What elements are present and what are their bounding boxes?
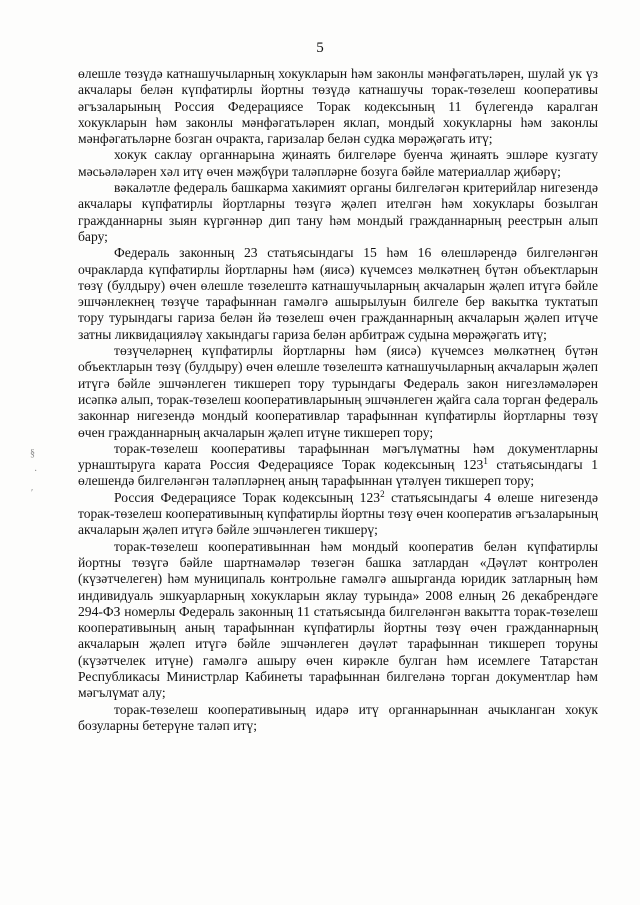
paragraph-law-enforcement: хокук саклау органнарына җинаять билгеләре буенча җинаять эшләре кузгату мәсьәләләрен хәл итү өчен мәҗбүри таләпләрне бозуга бәйле материаллар җибәрү;: [78, 147, 598, 179]
paragraph-victims-registry: вәкаләтле федераль башкарма хакимият органы билгеләгән критерийлар нигезендә акчалары күпфатирлы йортларны төзүгә җәлеп ителгән һәм хокуклары бозылган гражданнарны зыян күргәннәр дип тану һәм мондый гражданнарның реестрын алып бару;: [78, 180, 598, 244]
margin-mark: ·: [34, 466, 38, 477]
paragraph-cooperative-control: төзүчеләрнең күпфатирлы йортларны һәм (яисә) күчемсез мөлкәтнең бүтән объектларын төзү (булдыру) өчен өлешле төзелештә катнашучыларның акчаларын җәлеп итүгә бәйле эшчәнлеген тикшереп тору турындагы Федераль закон нигезләмәләрен исәпкә алып, торак-төзелеш кооперативларының эшчәнлеген җайга сала торган федераль законнар нигезендә мондый кооперативлар тарафыннан күпфатирлы йортларны төзү өчен гражданнарның акчаларын җәлеп итүне тикшереп тору;: [78, 343, 598, 440]
paragraph-text-after: статьясындагы 4 өлеше нигезендә торак-төзелеш кооперативының күпфатирлы йортны төзү өчен кооператив әгъзаларының акчаларын җәлеп итүгә бәйле эшчәнлеген тикшерү;: [78, 489, 598, 538]
paragraph-documents-request: торак-төзелеш кооперативыннан һәм мондый кооператив белән күпфатирлы йортны төзүгә бәйле шартнамәләр төзегән башка затлардан «Дәүләт контролен (күзәтчелеген) һәм муниципаль контрольне гамәлгә ашырганда юридик затларның һәм индивидуаль эшкуарларның хокукларын яклау турында» 2008 елның 26 декабрендәге 294-ФЗ номерлы Федераль законның 11 статьясында билгеләнгән вакытта торак-төзелеш кооперативының аның тарафыннан күпфатирлы йортны төзү өчен гражданнарның акчаларын җәлеп итүгә бәйле эшчәнлеген дәүләт тарафыннан тикшереп торуны (күзәтчелек итүне) гамәлгә ашыру өчен кирәкле булган һәм исемлеге Татарстан Республикасы Министрлар Кабинеты тарафыннан билгеләнә торган документлар һәм мәгълүмат алу;: [78, 538, 598, 701]
paragraph-text-after: статьясындагы 1 өлешендә билгеләнгән таләпләрнең аның тарафыннан үтәлүен тикшереп тору;: [78, 457, 598, 489]
paragraph-activity-check: [78, 490, 598, 539]
paragraph-violations-removal: торак-төзелеш кооперативының идарә итү органнарыннан ачыкланган хокук бозуларны бетерүне таләп итү;: [78, 701, 598, 733]
superscript: 1: [483, 456, 488, 467]
paragraph-info-placement: [78, 441, 598, 490]
document-body: [78, 66, 598, 734]
page-number: 5: [316, 40, 324, 56]
margin-mark: §: [30, 448, 35, 459]
margin-mark: ′: [31, 488, 34, 499]
paragraph-text-before: Россия Федерациясе Торак кодексының 123: [114, 489, 381, 505]
paragraph-participants-rights: өлешле төзүдә катнашучыларның хокукларын һәм законлы мәнфәгатьләрен, шулай ук үз акчалары белән күпфатирлы йортны төзүдә катнашучы торак-төзелеш кооперативы әгъзаларының Россия Федерациясе Торак кодексының 11 бүлегендә каралган хокукларын һәм законлы мәнфәгатьләрен яклап, мондый хокукларны һәм законлы мәнфәгатьләрне бозган очракта, гаризалар белән судка мөрәҗәгать итү;: [78, 66, 598, 147]
superscript: 2: [380, 488, 385, 499]
paragraph-arbitration-court: Федераль законның 23 статьясындагы 15 һәм 16 өлешләрендә билгеләнгән очракларда күпфатирлы йортларны һәм (яисә) күчемсез мөлкәтнең бүтән объектларын төзү (булдыру) өчен өлешле төзелештә катнашучыларның акчаларын җәлеп итүгә бәйле эшчәнлекнең төзүче тарафыннан гамәлгә ашырылуын билгеле бер вакытка туктатып тору турындагы гариза белән йә төзелеш өчен гражданнарның акчаларын җәлеп итүче затны ликвидацияләү хакындагы гариза белән арбитраж судына мөрәҗәгать итү;: [78, 245, 598, 342]
paragraph-text-before: торак-төзелеш кооперативы тарафыннан мәгълүматны һәм документларны урнаштыруга карата Россия Федерациясе Торак кодексының 123: [78, 440, 598, 473]
